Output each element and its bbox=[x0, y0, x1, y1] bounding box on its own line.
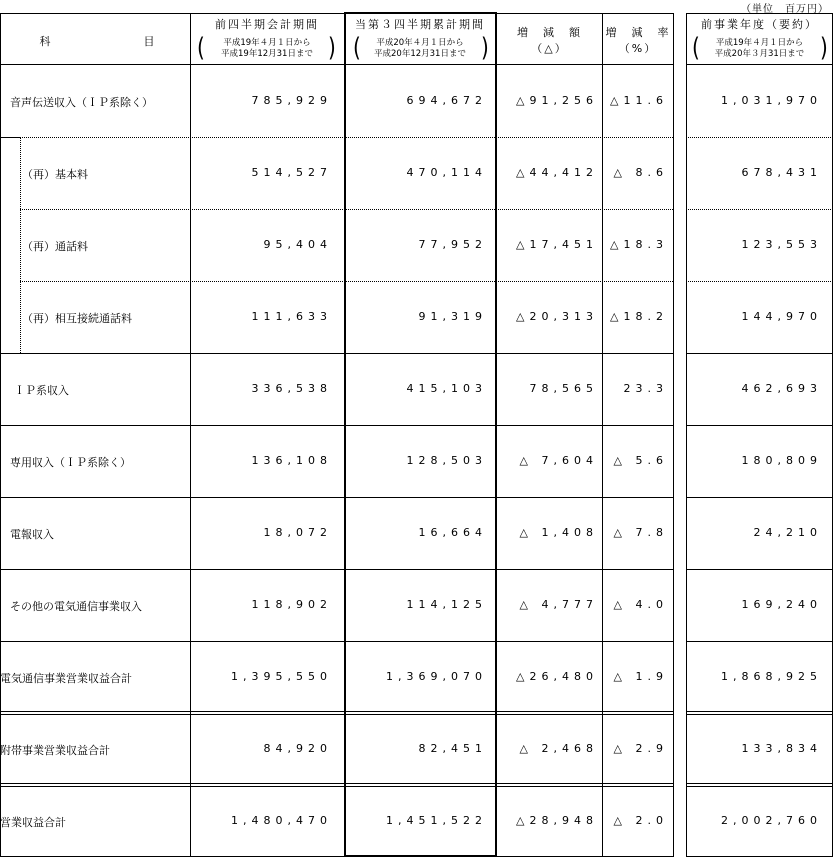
prev-year-value: 462,693 bbox=[741, 382, 822, 395]
change-rate-value: △ 5.6 bbox=[613, 454, 668, 467]
change-rate-value: △ 2.0 bbox=[613, 814, 668, 827]
header-year-range-from: 平成19年４月１日から bbox=[715, 38, 804, 48]
row-label: 専用収入（ＩＰ系除く） bbox=[10, 456, 131, 469]
curr-col-left bbox=[344, 12, 346, 857]
change-rate-value: △18.2 bbox=[610, 310, 668, 323]
header-bottom-border bbox=[0, 64, 673, 65]
header-prev-range-from: 平成19年４月１日から bbox=[223, 38, 311, 48]
section-separator bbox=[0, 783, 673, 784]
prev-year-value: 133,834 bbox=[741, 742, 822, 755]
prev-period-value: 336,538 bbox=[251, 382, 332, 395]
header-year-paren-right: ) bbox=[820, 31, 828, 63]
header-prev-range-to: 平成19年12月31日まで bbox=[221, 49, 313, 59]
change-amount-value: △ 1,408 bbox=[519, 526, 598, 539]
change-rate-value: 23.3 bbox=[623, 382, 668, 395]
curr-period-value: 128,503 bbox=[406, 454, 487, 467]
curr-period-value: 415,103 bbox=[406, 382, 487, 395]
section-separator-right bbox=[686, 783, 833, 784]
section-separator bbox=[0, 786, 673, 787]
section-separator-right bbox=[686, 714, 833, 715]
header-curr-paren-right: ) bbox=[481, 31, 489, 63]
header-year-paren-left: ( bbox=[692, 31, 700, 63]
row-label: 電気通信事業営業収益合計 bbox=[0, 672, 132, 685]
row-separator bbox=[0, 497, 673, 498]
header-change-amount-sub: （△） bbox=[531, 42, 568, 55]
row-label: 営業収益合計 bbox=[0, 816, 66, 829]
row-separator-right bbox=[686, 641, 833, 642]
curr-period-value: 91,319 bbox=[418, 310, 487, 323]
change-rate-value: △11.6 bbox=[610, 94, 668, 107]
prev-year-value: 1,031,970 bbox=[721, 94, 822, 107]
row-label: 電報収入 bbox=[10, 528, 54, 541]
prev-period-value: 18,072 bbox=[263, 526, 332, 539]
header-year-range-to: 平成20年３月31日まで bbox=[714, 49, 805, 59]
curr-period-value: 82,451 bbox=[418, 742, 487, 755]
prev-year-value: 144,970 bbox=[741, 310, 822, 323]
header-curr-range-to: 平成20年12月31日まで bbox=[374, 49, 466, 59]
prev-year-value: 24,210 bbox=[753, 526, 822, 539]
curr-period-value: 1,369,070 bbox=[386, 670, 487, 683]
change-amount-value: △17,451 bbox=[516, 238, 598, 251]
change-amount-value: △44,412 bbox=[516, 166, 598, 179]
border-col3 bbox=[602, 13, 603, 857]
prev-year-value: 180,809 bbox=[741, 454, 822, 467]
header-change-rate-sub: （%） bbox=[618, 42, 658, 55]
change-amount-value: △28,948 bbox=[516, 814, 598, 827]
row-1-bottom-border-right bbox=[686, 209, 833, 210]
change-rate-value: △18.3 bbox=[610, 238, 668, 251]
curr-period-value: 694,672 bbox=[406, 94, 487, 107]
prev-period-value: 84,920 bbox=[263, 742, 332, 755]
prev-year-value: 169,240 bbox=[741, 598, 822, 611]
prev-period-value: 136,108 bbox=[251, 454, 332, 467]
prev-period-value: 118,902 bbox=[251, 598, 332, 611]
section-separator-right bbox=[686, 711, 833, 712]
prev-year-value: 1,868,925 bbox=[721, 670, 822, 683]
prev-period-value: 1,480,470 bbox=[231, 814, 332, 827]
row-separator-right bbox=[686, 353, 833, 354]
section-separator-right bbox=[686, 786, 833, 787]
header-prev-paren-right: ) bbox=[328, 31, 336, 63]
change-amount-value: △20,313 bbox=[516, 310, 598, 323]
header-curr-paren-left: ( bbox=[353, 31, 361, 63]
row-label: ＩＰ系収入 bbox=[14, 384, 69, 397]
row-1-bottom-border bbox=[20, 209, 673, 210]
row-label: 附帯事業営業収益合計 bbox=[0, 744, 110, 757]
border-left bbox=[0, 13, 1, 857]
row-label: （再）通話料 bbox=[22, 240, 88, 253]
curr-period-value: 16,664 bbox=[418, 526, 487, 539]
prev-year-value: 678,431 bbox=[741, 166, 822, 179]
row-0-bottom-border-dotted bbox=[20, 137, 673, 138]
header-change-rate: 増 減 率 bbox=[605, 26, 671, 39]
row-label: （再）基本料 bbox=[22, 168, 88, 181]
row-separator bbox=[0, 641, 673, 642]
header-curr-period: 当第３四半期累計期間 bbox=[355, 18, 485, 31]
prev-year-value: 2,002,760 bbox=[721, 814, 822, 827]
change-rate-value: △ 8.6 bbox=[613, 166, 668, 179]
row-separator bbox=[0, 353, 673, 354]
row-separator bbox=[0, 569, 673, 570]
curr-col-right bbox=[495, 12, 497, 857]
change-rate-value: △ 1.9 bbox=[613, 670, 668, 683]
border-col1 bbox=[190, 13, 191, 857]
header-change-amount: 増 減 額 bbox=[517, 26, 582, 39]
change-rate-value: △ 4.0 bbox=[613, 598, 668, 611]
change-amount-value: △91,256 bbox=[516, 94, 598, 107]
section-separator bbox=[0, 711, 673, 712]
change-amount-value: △ 4,777 bbox=[519, 598, 598, 611]
prev-period-value: 95,404 bbox=[263, 238, 332, 251]
sub-row-indent-line bbox=[20, 137, 21, 353]
change-amount-value: △26,480 bbox=[516, 670, 598, 683]
prev-period-value: 111,633 bbox=[251, 310, 332, 323]
curr-period-value: 1,451,522 bbox=[386, 814, 487, 827]
header-prev-period: 前四半期会計期間 bbox=[215, 18, 319, 31]
section-separator bbox=[0, 714, 673, 715]
curr-period-value: 114,125 bbox=[406, 598, 487, 611]
curr-period-value: 77,952 bbox=[418, 238, 487, 251]
change-amount-value: △ 7,604 bbox=[519, 454, 598, 467]
change-amount-value: △ 2,468 bbox=[519, 742, 598, 755]
prev-period-value: 785,929 bbox=[251, 94, 332, 107]
row-0-bottom-border bbox=[0, 137, 20, 138]
border-col5 bbox=[686, 13, 687, 857]
curr-col-top bbox=[344, 12, 497, 14]
row-separator-right bbox=[686, 497, 833, 498]
row-separator-right bbox=[686, 569, 833, 570]
header-subject: 科 目 bbox=[39, 35, 157, 48]
row-0-bottom-border-dotted-right bbox=[686, 137, 833, 138]
table-top-border bbox=[0, 13, 673, 14]
border-col4 bbox=[673, 13, 674, 857]
prev-period-value: 514,527 bbox=[251, 166, 332, 179]
header-bottom-border-right bbox=[686, 64, 833, 65]
header-prev-year: 前事業年度（要約） bbox=[701, 18, 818, 31]
curr-period-value: 470,114 bbox=[406, 166, 487, 179]
header-curr-range-from: 平成20年４月１日から bbox=[376, 38, 464, 48]
prev-period-value: 1,395,550 bbox=[231, 670, 332, 683]
change-rate-value: △ 7.8 bbox=[613, 526, 668, 539]
change-rate-value: △ 2.9 bbox=[613, 742, 668, 755]
row-2-bottom-border bbox=[20, 281, 673, 282]
unit-label: （単位 百万円） bbox=[741, 4, 829, 15]
row-separator-right bbox=[686, 425, 833, 426]
row-label: その他の電気通信事業収入 bbox=[10, 600, 142, 613]
header-prev-paren-left: ( bbox=[197, 31, 205, 63]
prev-year-value: 123,553 bbox=[741, 238, 822, 251]
row-label: （再）相互接続通話料 bbox=[22, 312, 132, 325]
row-separator bbox=[0, 425, 673, 426]
row-2-bottom-border-right bbox=[686, 281, 833, 282]
change-amount-value: 78,565 bbox=[529, 382, 598, 395]
table-top-border-right bbox=[686, 13, 833, 14]
row-label: 音声伝送収入（ＩＰ系除く） bbox=[10, 96, 153, 109]
